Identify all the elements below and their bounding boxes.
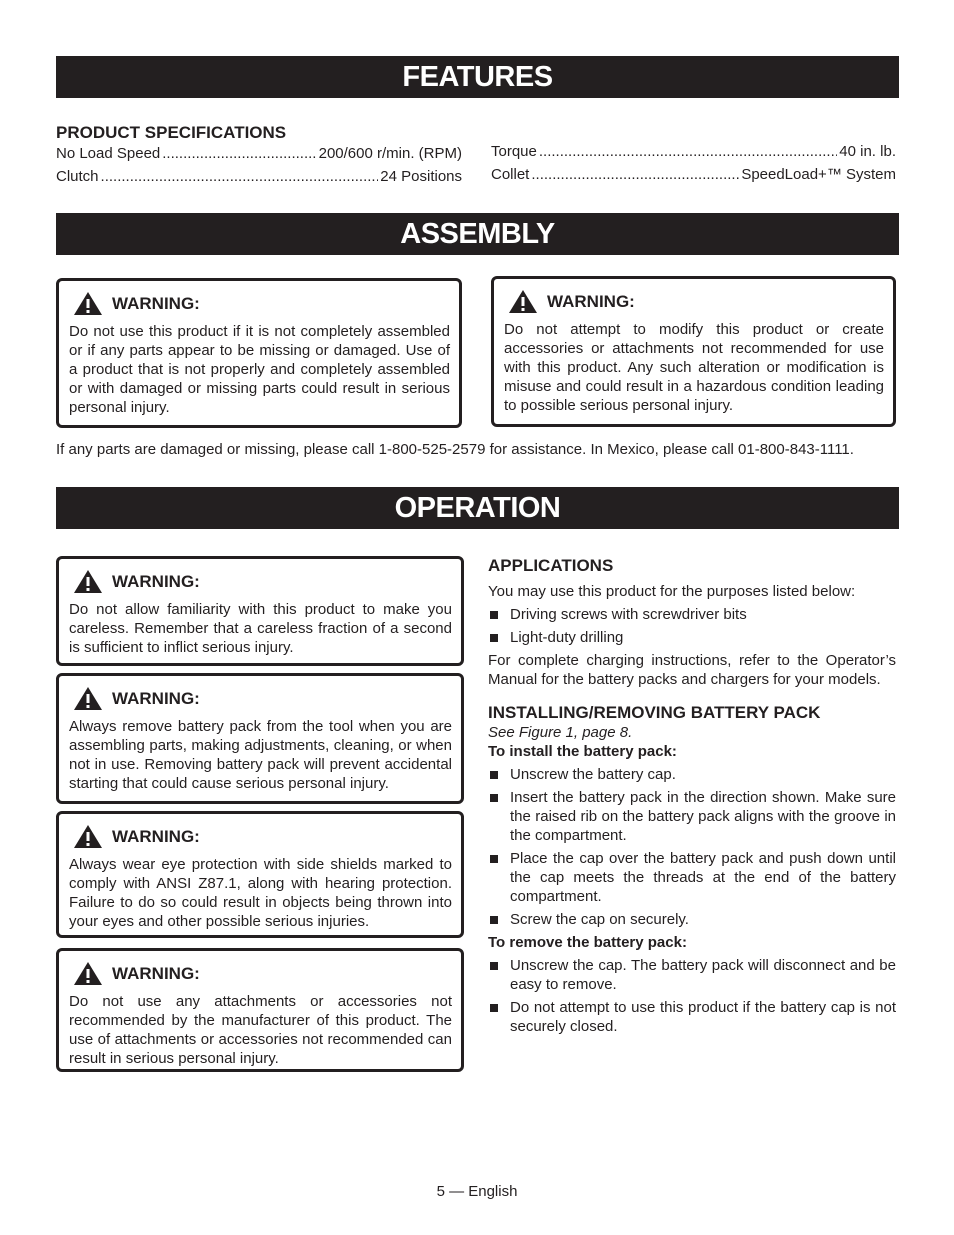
spec-label: Clutch [56,168,99,185]
warning-text: Do not allow familiarity with this product to make you careless. Remember that a careless fraction of a second is sufficient to inflict serious injury. [69,601,452,656]
warning-text: Always remove battery pack from the tool when you are assembling parts, making adjustments, cleaning, or when not in use. Removing battery pack will prevent accidental starting that could cause serious personal injury. [69,718,452,792]
warning-text: Do not use this product if it is not completely assembled or if any parts appear to be missing or damaged. Use of a product that is not properly and completely assembled or with damaged or missing parts could result in serious personal injury. [69,323,450,416]
list-item: Place the cap over the battery pack and push down until the cap meets the threads at the end of the battery compartment. [488,849,896,906]
charging-note: For complete charging instructions, refer to the Operator’s Manual for the battery packs and chargers for your models. [488,652,896,688]
spec-leader [531,166,739,183]
warning-label: WARNING: [112,826,200,846]
list-item: Insert the battery pack in the direction shown. Make sure the raised rib on the battery pack aligns with the groove in the compartment. [488,788,896,845]
missing-parts-note: If any parts are damaged or missing, please call 1-800-525-2579 for assistance. In Mexico, please call 01-800-843-1111. [56,441,854,458]
warning-label: WARNING: [112,688,200,708]
spec-clutch [56,168,462,185]
warning-label: WARNING: [112,963,200,983]
warning-box [491,276,896,427]
warning-triangle-icon [73,569,103,594]
bullet-icon [490,855,498,863]
list-item: Driving screws with screwdriver bits [488,605,896,624]
spec-value: 40 in. lb. [839,143,896,160]
figure-reference: See Figure 1, page 8. [488,724,633,741]
bullet-icon [490,611,498,619]
operation-banner: OPERATION [56,487,899,529]
warning-text: Always wear eye protection with side shields marked to comply with ANSI Z87.1, along with hearing protection. Failure to do so could result in objects being thrown into your eyes and other possible serious injuries. [69,856,452,930]
right-column [488,556,896,1040]
warning-text: Do not use any attachments or accessories not recommended by the manufacturer of this product. The use of attachments or accessories not recommended can result in serious personal injury. [69,993,452,1067]
spec-value: 24 Positions [380,168,462,185]
warning-triangle-icon [73,824,103,849]
specs-title: PRODUCT SPECIFICATIONS [56,123,287,142]
warning-box [56,278,462,428]
spec-label: Torque [491,143,537,160]
spec-label: No Load Speed [56,145,161,162]
spec-leader [162,145,316,162]
spec-value: SpeedLoad+™ System [741,166,896,183]
warning-box [56,556,464,666]
warning-triangle-icon [508,289,538,314]
applications-intro: You may use this product for the purposes listed below: [488,583,856,600]
spec-collet [491,166,896,183]
bullet-icon [490,916,498,924]
warning-header [73,686,452,711]
warning-box [56,811,464,938]
warning-box [56,673,464,804]
applications-heading: APPLICATIONS [488,556,614,575]
warning-label: WARNING: [112,571,200,591]
warning-text: Do not attempt to modify this product or create accessories or attachments not recommended for use with this product. Any such alteration or modification is misuse and could result in a hazardous condition leading to possible serious personal injury. [504,321,884,414]
spec-label: Collet [491,166,530,183]
warning-header [73,961,452,986]
list-item: Unscrew the battery cap. [488,765,896,784]
bullet-icon [490,962,498,970]
warning-box [56,948,464,1072]
remove-title: To remove the battery pack: [488,934,687,951]
bullet-icon [490,1004,498,1012]
warning-header [73,291,450,316]
install-title: To install the battery pack: [488,743,677,760]
warning-triangle-icon [73,961,103,986]
warning-header [73,569,452,594]
list-item: Screw the cap on securely. [488,910,896,929]
warning-triangle-icon [73,686,103,711]
page-footer: 5 — English [436,1183,518,1200]
spec-no-load-speed [56,145,462,162]
list-item: Light-duty drilling [488,628,896,647]
assembly-banner: ASSEMBLY [56,213,899,255]
bullet-icon [490,794,498,802]
warning-triangle-icon [73,291,103,316]
spec-value: 200/600 r/min. (RPM) [318,145,462,162]
spec-leader [539,143,837,160]
features-banner: FEATURES [56,56,899,98]
warning-label: WARNING: [547,291,635,311]
warning-header [508,289,884,314]
spec-torque [491,143,896,160]
warning-header [73,824,452,849]
warning-label: WARNING: [112,293,200,313]
bullet-icon [490,771,498,779]
list-item: Do not attempt to use this product if the battery cap is not securely closed. [488,998,896,1036]
bullet-icon [490,634,498,642]
battery-heading: INSTALLING/REMOVING BATTERY PACK [488,703,821,722]
list-item: Unscrew the cap. The battery pack will disconnect and be easy to remove. [488,956,896,994]
spec-leader [101,168,379,185]
